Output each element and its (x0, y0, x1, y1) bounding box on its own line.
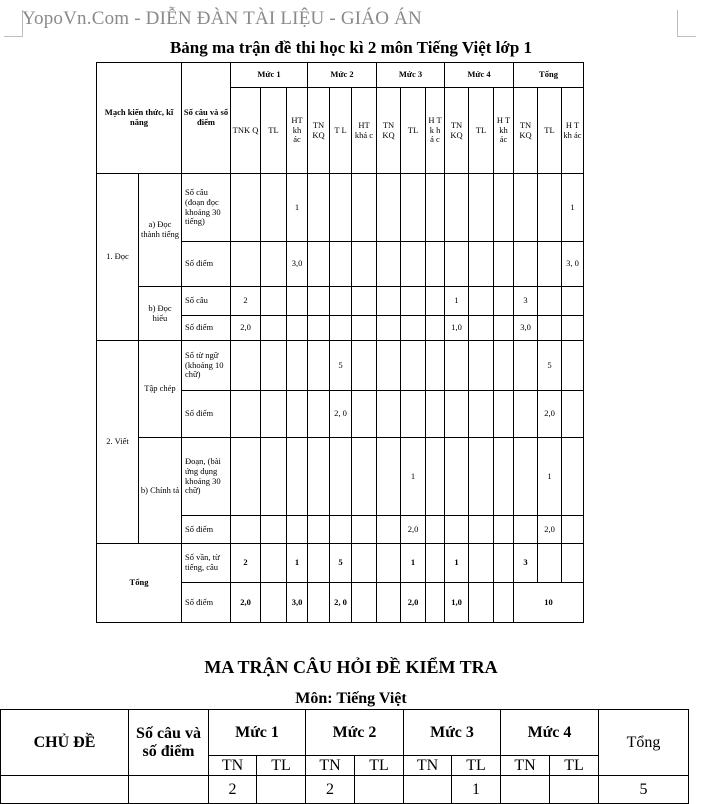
cell: 2 (231, 544, 261, 583)
sub-tl: TL (550, 756, 599, 776)
sub-tong-ht: H T kh ác (562, 88, 584, 174)
row-label: Số điểm (182, 583, 231, 623)
header-muc-4: Mức 4 (445, 63, 514, 88)
cell: 1 (445, 544, 469, 583)
sub-m4-tn: TN KQ (445, 88, 469, 174)
cell: 3 (514, 544, 538, 583)
header-tong: Tổng (514, 63, 584, 88)
group-tong: Tổng (97, 544, 182, 623)
cell: 3,0 (287, 583, 308, 623)
sub-tong-tn: TN KQ (514, 88, 538, 174)
row-label: Số điểm (182, 316, 231, 341)
cell-total-points: 10 (514, 583, 584, 623)
sub-tl: TL (257, 756, 306, 776)
cell: 2 (231, 287, 261, 316)
cell: 5 (538, 341, 562, 391)
cell: 5 (330, 544, 352, 583)
cell: 2,0 (231, 316, 261, 341)
header-so-cau: Số câu và số điểm (129, 710, 209, 776)
cell: 2,0 (231, 583, 261, 623)
sub-m2-ht: HT khá c (352, 88, 377, 174)
sub-m1-ht: HT kh ác (287, 88, 308, 174)
sub-tn: TN (501, 756, 550, 776)
header-muc-3: Mức 3 (404, 710, 501, 756)
question-matrix-table (0, 709, 689, 804)
cell: 1,0 (445, 316, 469, 341)
cell: 2, 0 (330, 583, 352, 623)
sub-tn: TN (404, 756, 452, 776)
sub-doc-thanh-tieng: a) Đọc thành tiếng (139, 174, 182, 287)
header-muc-3: Mức 3 (377, 63, 445, 88)
cell: 2, 0 (330, 391, 352, 438)
cell: 2,0 (401, 583, 426, 623)
cell: 2,0 (538, 391, 562, 438)
cell: 1 (401, 438, 426, 516)
row-label: Số từ ngữ (khoảng 10 chữ) (182, 341, 231, 391)
sub-chinh-ta: b) Chính tả (139, 438, 182, 544)
row-label: Số điểm (182, 516, 231, 544)
question-matrix-table-wrapper (0, 709, 689, 804)
group-doc: 1. Đọc (97, 174, 139, 341)
sub-tl: TL (452, 756, 501, 776)
cell: 1,0 (445, 583, 469, 623)
cell: 2 (209, 776, 257, 804)
question-matrix-title: MA TRẬN CÂU HỎI ĐỀ KIỂM TRA (204, 657, 498, 677)
page-corner-mark-right (677, 10, 696, 37)
row-label: Số điểm (182, 391, 231, 438)
cell: 3, 0 (562, 242, 584, 287)
sub-m1-tl: TL (261, 88, 287, 174)
cell: 5 (599, 776, 689, 804)
cell: 1 (562, 174, 584, 242)
group-viet: 2. Viết (97, 341, 139, 544)
cell: 1 (445, 287, 469, 316)
row-label: Số câu (182, 287, 231, 316)
header-muc-4: Mức 4 (501, 710, 599, 756)
exam-matrix-table (96, 62, 584, 623)
sub-m4-tl: TL (469, 88, 494, 174)
site-header: YopoVn.Com - DIỄN ĐÀN TÀI LIỆU - GIÁO ÁN (22, 8, 422, 29)
cell: 1 (538, 438, 562, 516)
page-corner-mark-left (4, 10, 23, 37)
sub-tn: TN (209, 756, 257, 776)
cell: 2 (306, 776, 355, 804)
sub-doc-hieu: b) Đọc hiểu (139, 287, 182, 341)
subject-subtitle: Môn: Tiếng Việt (295, 690, 407, 707)
cell: 2,0 (401, 516, 426, 544)
exam-matrix-table-wrapper (96, 62, 584, 623)
cell: 3,0 (514, 316, 538, 341)
cell: 5 (330, 341, 352, 391)
header-mach-kien-thuc: Mạch kiến thức, kĩ năng (97, 63, 182, 174)
sub-tong-tl: TL (538, 88, 562, 174)
sub-m1-tn: TNK Q (231, 88, 261, 174)
header-chu-de: CHỦ ĐỀ (1, 710, 129, 776)
row-label: Số vần, từ tiếng, câu (182, 544, 231, 583)
cell: 2,0 (538, 516, 562, 544)
sub-m4-ht: H T kh ác (494, 88, 514, 174)
sub-m3-tl: TL (401, 88, 426, 174)
header-muc-1: Mức 1 (231, 63, 308, 88)
cell: 1 (452, 776, 501, 804)
cell: 1 (287, 544, 308, 583)
header-so-cau-so-diem: Số câu và số điểm (182, 63, 231, 174)
cell: 3,0 (287, 242, 308, 287)
sub-tn: TN (306, 756, 355, 776)
header-muc-2: Mức 2 (306, 710, 404, 756)
matrix-title: Bảng ma trận đề thi học kì 2 môn Tiếng Việt lớp 1 (169, 38, 533, 57)
sub-tl: TL (355, 756, 404, 776)
row-label: Số điểm (182, 242, 231, 287)
row-label: Số câu (đoạn đọc khoảng 30 tiếng) (182, 174, 231, 242)
header-tong: Tổng (599, 710, 689, 776)
sub-m3-ht: H T k h á c (426, 88, 445, 174)
cell: 1 (401, 544, 426, 583)
sub-m2-tn: TN KQ (308, 88, 330, 174)
sub-m3-tn: TN KQ (377, 88, 401, 174)
cell: 1 (287, 174, 308, 242)
sub-m2-tl: T L (330, 88, 352, 174)
cell: 3 (514, 287, 538, 316)
row-label: Đoạn, (bài ứng dụng khoảng 30 chữ) (182, 438, 231, 516)
header-muc-2: Mức 2 (308, 63, 377, 88)
header-muc-1: Mức 1 (209, 710, 306, 756)
sub-tap-chep: Tập chép (139, 341, 182, 438)
